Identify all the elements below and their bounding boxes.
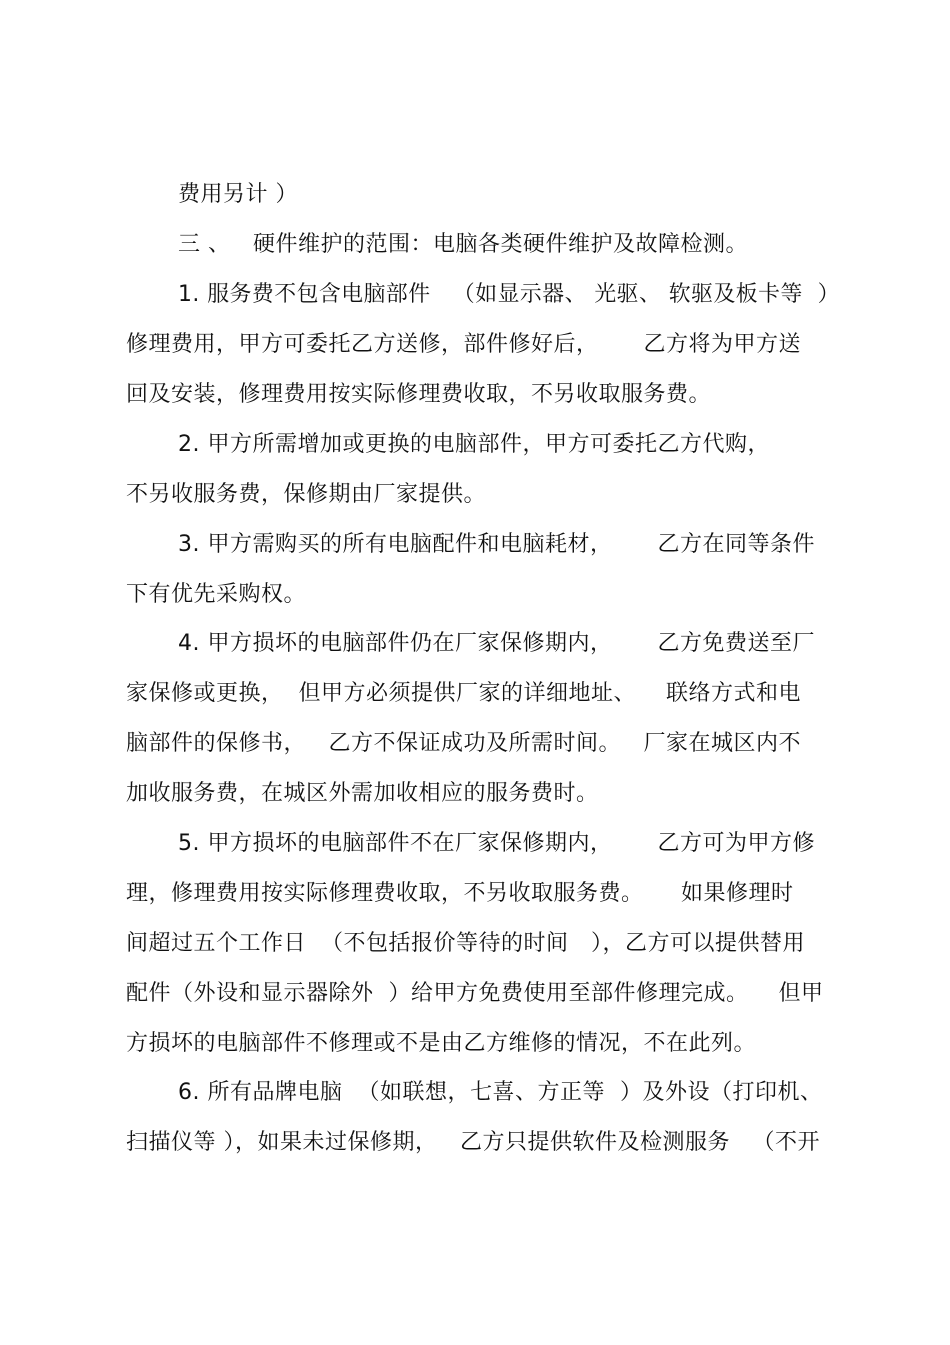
section-heading [178,225,748,265]
paragraph-line [178,425,770,465]
line-text: 脑部件的保修书， 乙方不保证成功及所需时间。 厂家在城区内不 [126,731,801,756]
line-text: 5. 甲方损坏的电脑部件不在厂家保修期内， 乙方可为甲方修 [178,831,815,856]
line-text: 6. 所有品牌电脑 （如联想，七喜、方正等 ）及外设（打印机、 [178,1080,823,1105]
line-text: 费用另计 ） [178,182,298,207]
line-text: 下有优先采购权。 [126,582,307,607]
paragraph-line [178,175,298,215]
line-text: 方损坏的电脑部件不修理或不是由乙方维修的情况，不在此列。 [126,1031,757,1056]
line-text: 加收服务费，在城区外需加收相应的服务费时。 [126,781,599,806]
paragraph-line [178,525,815,565]
line-text: 3. 甲方需购买的所有电脑配件和电脑耗材， 乙方在同等条件 [178,532,815,557]
line-text: 修理费用，甲方可委托乙方送修，部件修好后， 乙方将为甲方送 [126,332,801,357]
line-text: 4. 甲方损坏的电脑部件仍在厂家保修期内， 乙方免费送至厂 [178,631,815,656]
paragraph-line [126,924,805,964]
paragraph-line [126,475,486,515]
paragraph-line [126,1123,820,1163]
paragraph-line [126,325,801,365]
line-text: 家保修或更换， 但甲方必须提供厂家的详细地址、 联络方式和电 [126,681,801,706]
paragraph-line [126,974,823,1014]
line-text: 扫描仪等 ），如果未过保修期， 乙方只提供软件及检测服务 （不开 [126,1130,820,1155]
line-text: 不另收服务费，保修期由厂家提供。 [126,482,487,507]
line-text: 回及安装，修理费用按实际修理费收取，不另收取服务费。 [126,382,712,407]
line-text: 1. 服务费不包含电脑部件 （如显示器、 光驱、 软驱及板卡等 ） [178,282,840,307]
line-text: 2. 甲方所需增加或更换的电脑部件，甲方可委托乙方代购， [178,432,770,457]
line-text: 理，修理费用按实际修理费收取，不另收取服务费。 如果修理时 [126,881,794,906]
paragraph-line [126,874,793,914]
paragraph-line [178,824,815,864]
paragraph-line [126,1024,756,1064]
paragraph-line [126,674,801,714]
paragraph-line [178,275,845,315]
paragraph-line [126,774,599,814]
paragraph-line [178,1073,822,1113]
line-text: 配件（外设和显示器除外 ）给甲方免费使用至部件修理完成。 但甲 [126,981,824,1006]
paragraph-line [178,624,815,664]
line-text: 间超过五个工作日 （不包括报价等待的时间 ），乙方可以提供替用 [126,931,805,956]
line-text: 三 、 硬件维护的范围：电脑各类硬件维护及故障检测。 [178,232,748,257]
paragraph-line [126,724,801,764]
paragraph-line [126,575,306,615]
paragraph-line [126,375,711,415]
